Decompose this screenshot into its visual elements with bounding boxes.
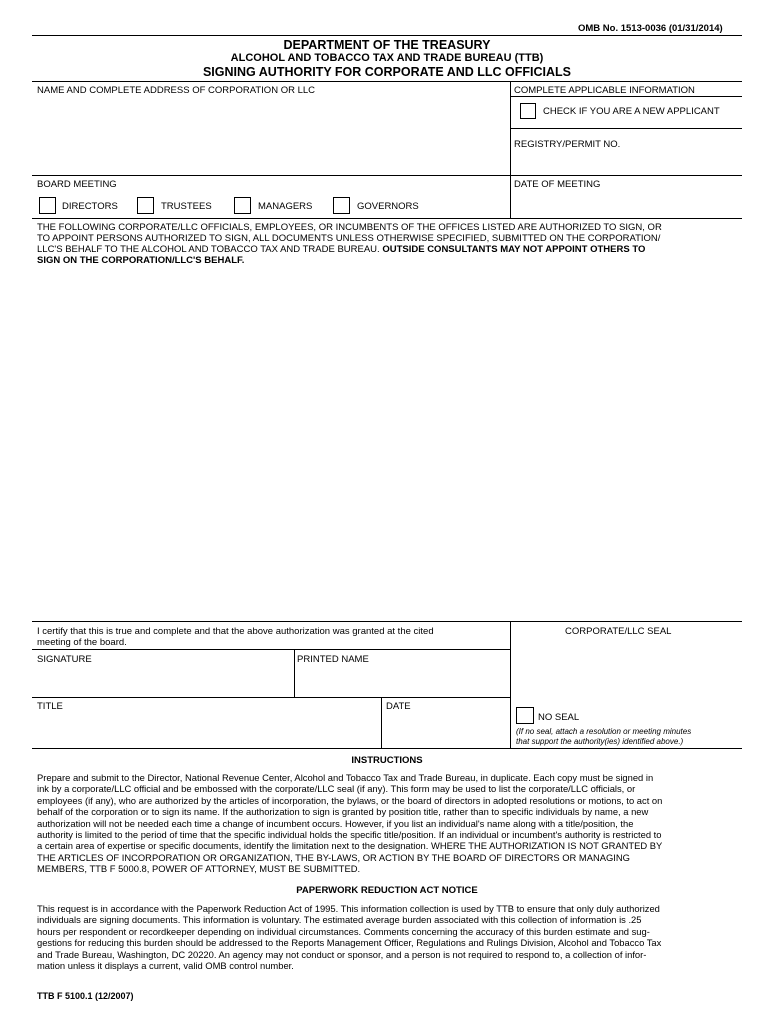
trustees-label: TRUSTEES: [161, 201, 212, 212]
signature-label: SIGNATURE: [37, 654, 92, 665]
no-seal-label: NO SEAL: [538, 712, 580, 723]
auth-line-3-bold: OUTSIDE CONSULTANTS MAY NOT APPOINT OTHERS TO: [379, 244, 646, 255]
form-title: SIGNING AUTHORITY FOR CORPORATE AND LLC OFFICIALS: [202, 65, 572, 79]
omb-number: OMB No. 1513-0036 (01/31/2014): [578, 23, 723, 34]
no-seal-checkbox[interactable]: [516, 707, 534, 724]
complete-info-label: COMPLETE APPLICABLE INFORMATION: [514, 85, 695, 96]
governors-checkbox[interactable]: [333, 197, 350, 214]
instructions-line: authorization will not be needed each time a change of incumbent occurs. However, if you list an individual's name along with a title/position, the: [37, 817, 634, 829]
divider: [510, 96, 742, 97]
dept-title: DEPARTMENT OF THE TREASURY: [283, 38, 491, 52]
divider: [32, 35, 742, 36]
registry-label: REGISTRY/PERMIT NO.: [514, 139, 621, 150]
auth-line-4: SIGN ON THE CORPORATION/LLC'S BEHALF.: [37, 255, 245, 266]
no-seal-note-2: that support the authority(ies) identified above.): [516, 737, 684, 746]
new-applicant-label: CHECK IF YOU ARE A NEW APPLICANT: [543, 106, 720, 117]
paperwork-line: individuals are signing documents. This information is voluntary. The estimated average burden associated with this collection of information is .25: [37, 914, 642, 926]
instructions-line: employees (if any), who are authorized by the articles of incorporation, the bylaws, or the board of directors in adopted resolutions or motions, to act on: [37, 794, 663, 806]
auth-line-3-text: LLC'S BEHALF TO THE ALCOHOL AND TOBACCO TAX AND TRADE BUREAU.: [37, 244, 380, 255]
date-of-meeting-label: DATE OF MEETING: [514, 179, 601, 190]
instructions-line: MEMBERS, TTB F 5000.8, POWER OF ATTORNEY, MUST BE SUBMITTED.: [37, 863, 361, 875]
name-address-field[interactable]: [34, 97, 506, 173]
form-number: TTB F 5100.1 (12/2007): [37, 991, 134, 1001]
managers-checkbox[interactable]: [234, 197, 251, 214]
date-field[interactable]: [385, 714, 507, 744]
paperwork-text: [37, 903, 742, 971]
divider: [32, 175, 742, 176]
paperwork-line: mation unless it displays a current, valid OMB control number.: [37, 960, 294, 972]
instructions-line: THE ARTICLES OF INCORPORATION OR ORGANIZATION, THE BY-LAWS, OR ACTION BY THE BOARD OF DIRECTORS OR MANAGING: [37, 851, 630, 863]
divider: [32, 649, 510, 650]
directors-label: DIRECTORS: [62, 201, 118, 212]
instructions-heading: INSTRUCTIONS: [351, 755, 423, 766]
managers-label: MANAGERS: [258, 201, 313, 212]
directors-checkbox[interactable]: [39, 197, 56, 214]
paperwork-line: This request is in accordance with the Paperwork Reduction Act of 1995. This information collection is used by TTB to ensure that only duly authorized: [37, 903, 660, 914]
certify-line-1: I certify that this is true and complete and that the above authorization was granted at the cited: [37, 626, 434, 637]
divider: [32, 81, 742, 82]
divider: [510, 81, 511, 219]
printed-name-field[interactable]: [297, 667, 507, 695]
divider: [32, 697, 510, 698]
signature-field[interactable]: [34, 667, 290, 695]
divider: [32, 621, 742, 622]
instructions-line: authority is limited to the period of time that the specific individual holds the specific title/position. If an individual or incumbent's authority is restricted to: [37, 829, 662, 841]
auth-line-2: TO APPOINT PERSONS AUTHORIZED TO SIGN, ALL DOCUMENTS UNLESS OTHERWISE SPECIFIED, SUBMITTED ON THE CORPORATION/: [37, 233, 661, 244]
authorized-officials-area[interactable]: [34, 270, 740, 618]
governors-label: GOVERNORS: [357, 201, 419, 212]
date-label: DATE: [386, 701, 411, 712]
paperwork-line: and Trade Bureau, Washington, DC 20220. An agency may not conduct or sponsor, and a person is not required to respond to, a collection of infor-: [37, 948, 647, 960]
paperwork-line: hours per respondent or recordkeeper depending on individual circumstances. Comments concerning the accuracy of this burden estimate and sug-: [37, 925, 650, 937]
board-meeting-label: BOARD MEETING: [37, 179, 117, 190]
auth-line-1: THE FOLLOWING CORPORATE/LLC OFFICIALS, EMPLOYEES, OR INCUMBENTS OF THE OFFICES LISTED ARE AUTHORIZED TO SIGN, OR: [37, 222, 662, 233]
seal-label: CORPORATE/LLC SEAL: [565, 626, 672, 637]
instructions-text: [37, 772, 742, 875]
registry-field[interactable]: [512, 150, 740, 174]
divider: [32, 218, 742, 219]
trustees-checkbox[interactable]: [137, 197, 154, 214]
instructions-line: behalf of the corporation or to sign its name. If the authorization to sign is granted by position title, rather than to specific individuals by name, a new: [37, 806, 649, 818]
divider: [510, 621, 511, 748]
paperwork-heading: PAPERWORK REDUCTION ACT NOTICE: [296, 885, 478, 896]
paperwork-line: gestions for reducing this burden should be addressed to the Reports Management Officer, Regulations and Rulings Division, Alcohol and Tobacco Tax: [37, 937, 662, 949]
instructions-line: ink by a corporate/LLC official and be embossed with the corporate/LLC seal (if any). This form may be used to list the corporate/LLC officials, or: [37, 783, 636, 795]
printed-name-label: PRINTED NAME: [297, 654, 369, 665]
divider: [294, 649, 295, 697]
divider: [510, 128, 742, 129]
instructions-line: a certain area of expertise or specific documents, identify the limitation next to the designation. WHERE THE AUTHORIZATION IS NOT GRANTED BY: [37, 840, 663, 852]
divider: [381, 697, 382, 748]
new-applicant-checkbox[interactable]: [520, 103, 536, 119]
bureau-title: ALCOHOL AND TOBACCO TAX AND TRADE BUREAU (TTB): [230, 52, 544, 64]
instructions-line: Prepare and submit to the Director, National Revenue Center, Alcohol and Tobacco Tax and Trade Bureau, in duplicate. Each copy must be signed in: [37, 772, 654, 783]
date-of-meeting-field[interactable]: [512, 192, 740, 216]
name-address-label: NAME AND COMPLETE ADDRESS OF CORPORATION OR LLC: [37, 85, 316, 96]
certify-line-2: meeting of the board.: [37, 637, 127, 648]
no-seal-note-1: (If no seal, attach a resolution or meeting minutes: [516, 727, 692, 736]
title-field[interactable]: [34, 714, 377, 744]
auth-line-3: [37, 244, 645, 255]
title-label: TITLE: [37, 701, 63, 712]
divider: [32, 748, 742, 749]
